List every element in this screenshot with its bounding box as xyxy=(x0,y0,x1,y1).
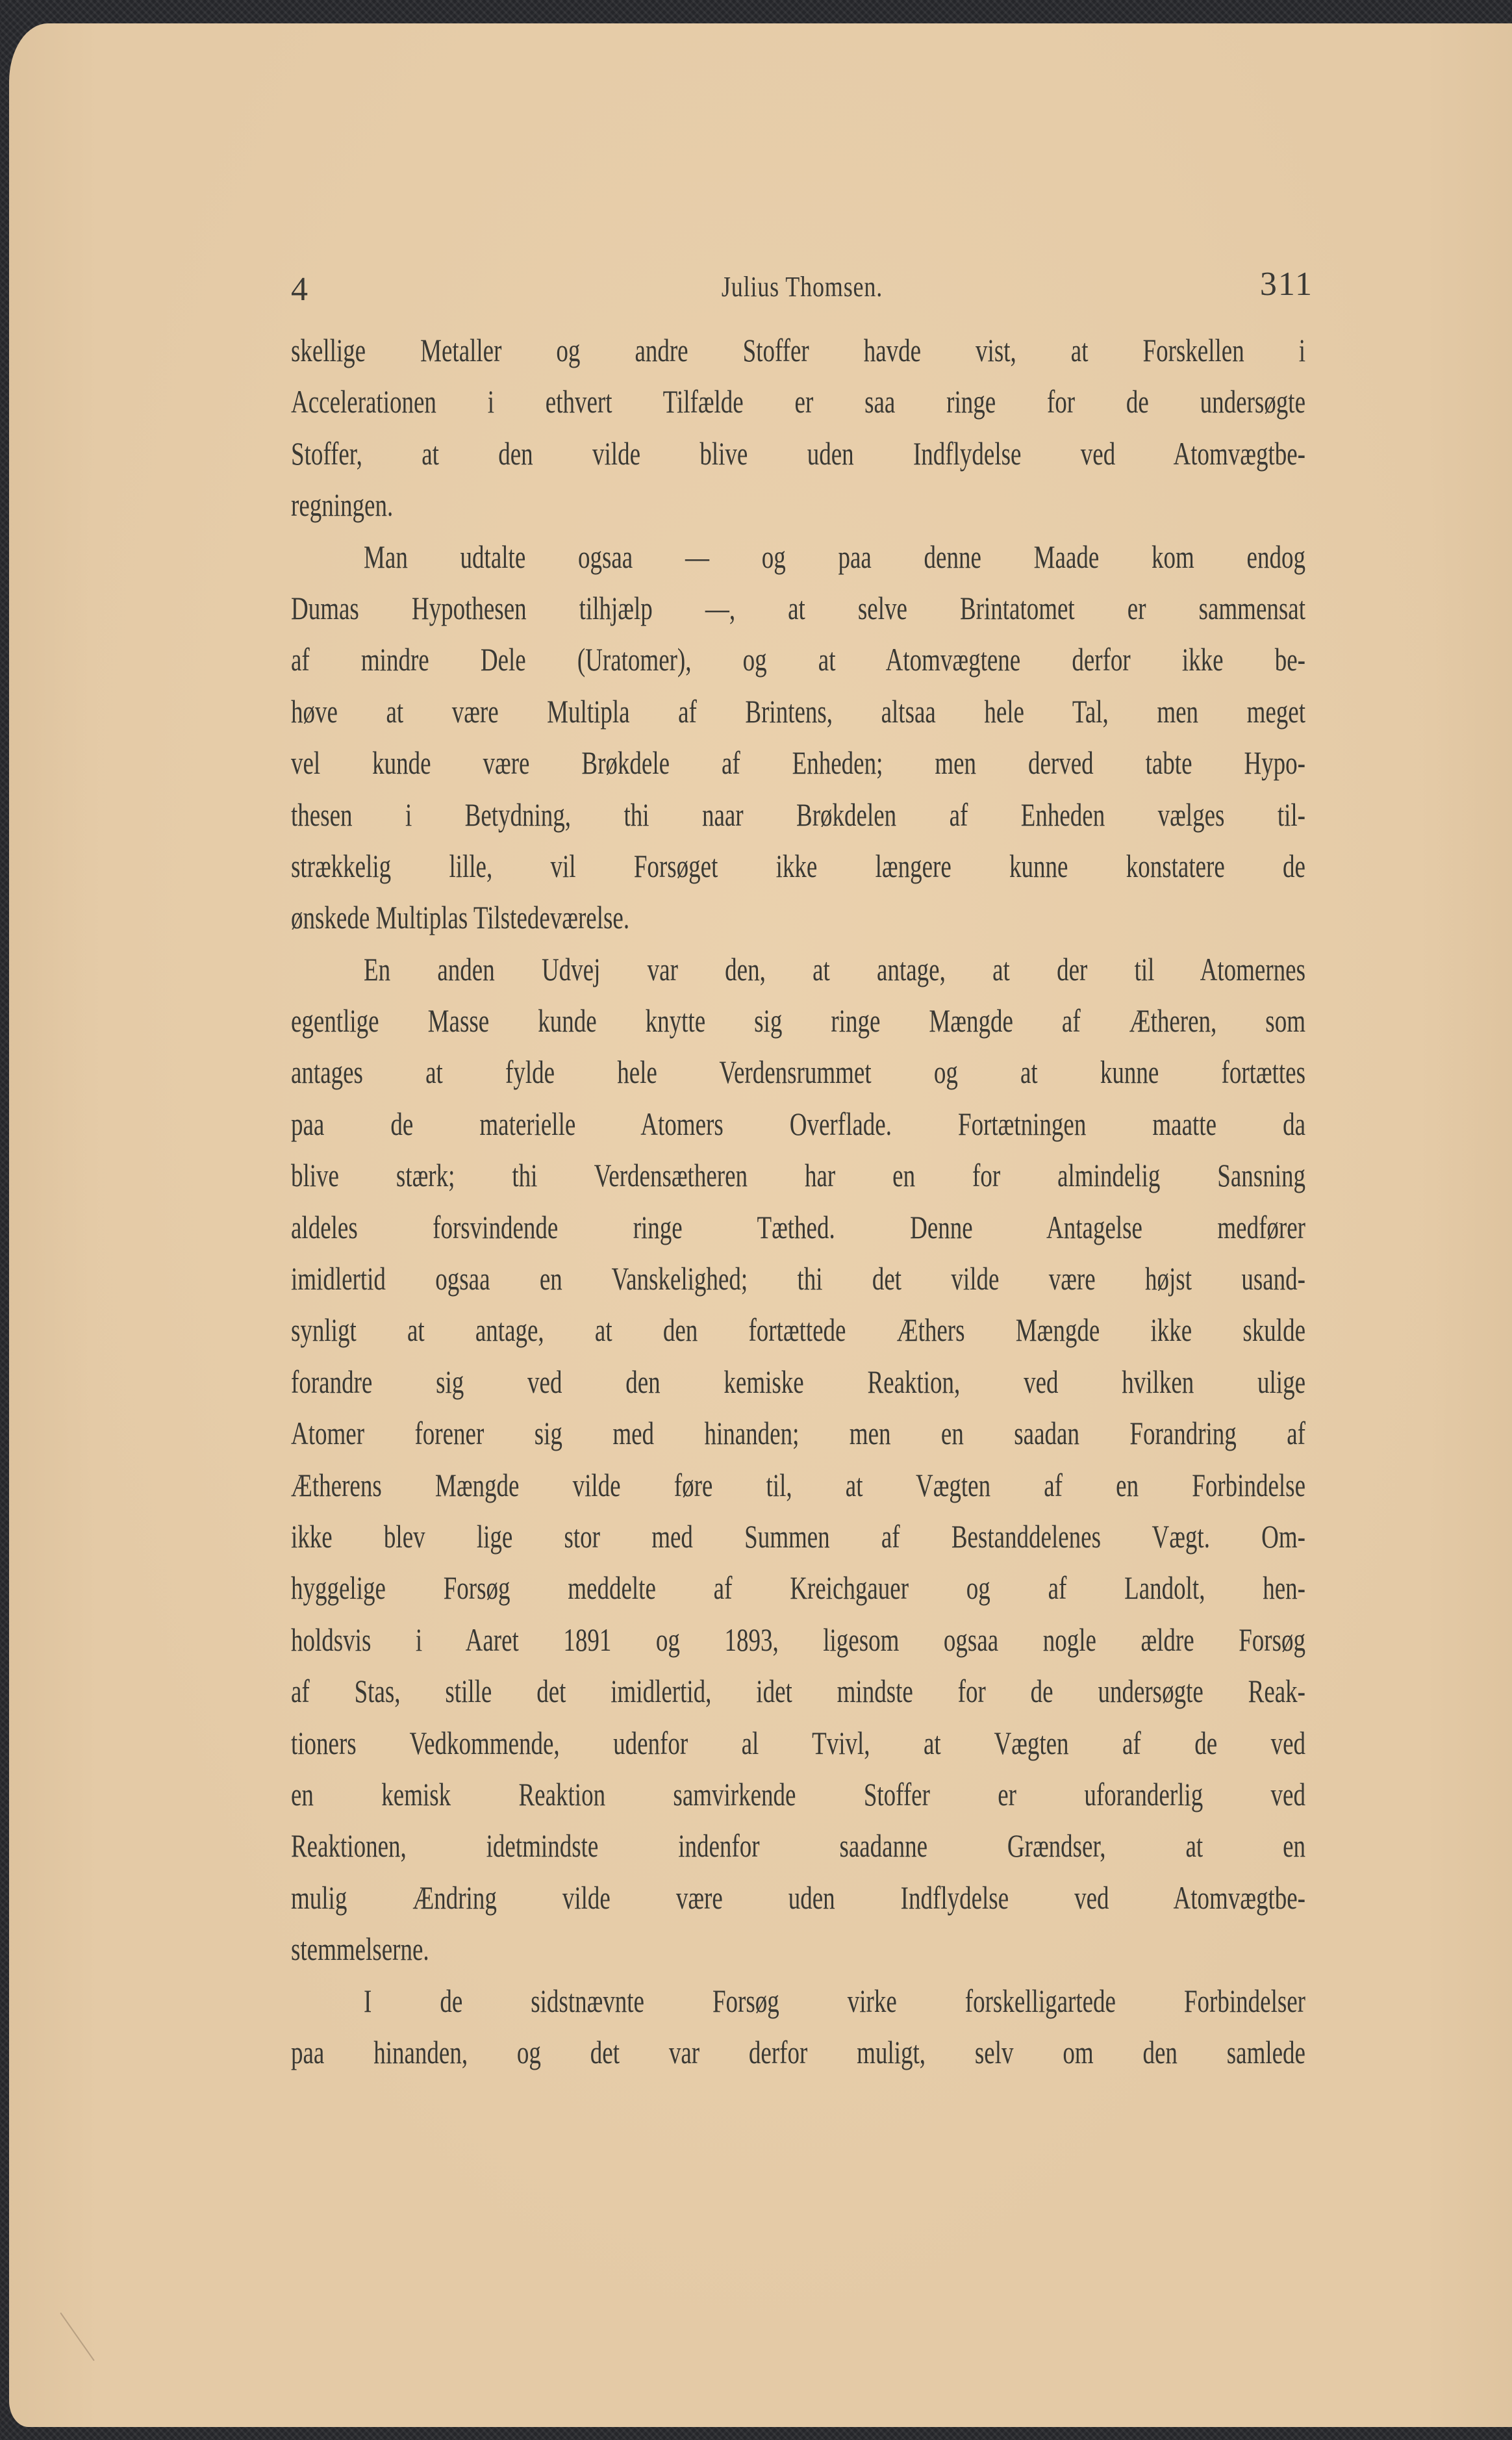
text-line: tioners Vedkommende, udenfor al Tvivl, at Vægten af de ved xyxy=(291,1724,1305,1761)
page-number-right: 311 xyxy=(1259,266,1313,303)
text-line: egentlige Masse kunde knytte sig ringe Mængde af Ætheren, som xyxy=(291,1002,1305,1039)
text-line: Ætherens Mængde vilde føre til, at Vægten af en Forbindelse xyxy=(291,1466,1305,1503)
running-head-author: Julius Thomsen. xyxy=(721,271,883,303)
text-line: forandre sig ved den kemiske Reaktion, ved hvilken ulige xyxy=(291,1363,1305,1400)
text-line: strækkelig lille, vil Forsøget ikke længere kunne konstatere de xyxy=(291,847,1305,884)
text-line: af mindre Dele (Uratomer), og at Atomvægtene derfor ikke be- xyxy=(291,641,1305,678)
body-text xyxy=(291,325,1305,2078)
page-number-left: 4 xyxy=(291,271,308,308)
text-line: Atomer forener sig med hinanden; men en saadan Forandring af xyxy=(291,1415,1305,1452)
text-line: regningen. xyxy=(291,487,394,524)
text-line: thesen i Betydning, thi naar Brøkdelen af Enheden vælges til- xyxy=(291,796,1305,833)
text-line: imidlertid ogsaa en Vanskelighed; thi det vilde være højst usand- xyxy=(291,1260,1305,1297)
paragraph xyxy=(291,1976,1305,2079)
text-line: Reaktionen, idetmindste indenfor saadanne Grændser, at en xyxy=(291,1827,1305,1864)
text-line: paa hinanden, og det var derfor muligt, selv om den samlede xyxy=(291,2033,1305,2070)
text-line: af Stas, stille det imidlertid, idet mindste for de undersøgte Reak- xyxy=(291,1673,1305,1710)
text-line: aldeles forsvindende ringe Tæthed. Denne Antagelse medfører xyxy=(291,1208,1305,1245)
text-line: stemmelserne. xyxy=(291,1931,429,1968)
text-line: høve at være Multipla af Brintens, altsaa hele Tal, men meget xyxy=(291,693,1305,730)
text-line: synligt at antage, at den fortættede Æthers Mængde ikke skulde xyxy=(291,1312,1305,1349)
text-line: vel kunde være Brøkdele af Enheden; men derved tabte Hypo- xyxy=(291,744,1305,782)
text-line: En anden Udvej var den, at antage, at der til Atomernes xyxy=(363,950,1305,987)
text-line: I de sidstnævnte Forsøg virke forskelligartede Forbindelser xyxy=(363,1982,1305,2019)
text-line: en kemisk Reaktion samvirkende Stoffer er uforanderlig ved xyxy=(291,1775,1305,1812)
text-line: Dumas Hypothesen tilhjælp —, at selve Brintatomet er sammensat xyxy=(291,589,1305,626)
text-line: antages at fylde hele Verdensrummet og at kunne fortættes xyxy=(291,1054,1305,1091)
text-line: hyggelige Forsøg meddelte af Kreichgauer og af Landolt, hen- xyxy=(291,1569,1305,1607)
text-line: Man udtalte ogsaa — og paa denne Maade kom endog xyxy=(363,538,1305,575)
text-line: blive stærk; thi Verdensætheren har en for almindelig Sansning xyxy=(291,1157,1305,1194)
text-line: ikke blev lige stor med Summen af Bestanddelenes Vægt. Om- xyxy=(291,1518,1305,1555)
corner-fold-crease xyxy=(60,2313,94,2361)
running-head xyxy=(291,265,1313,311)
paragraph xyxy=(291,325,1305,531)
text-line: mulig Ændring vilde være uden Indflydelse ved Atomvægtbe- xyxy=(291,1879,1305,1916)
text-line: paa de materielle Atomers Overflade. Fortætningen maatte da xyxy=(291,1105,1305,1142)
paragraph xyxy=(291,531,1305,944)
paragraph xyxy=(291,944,1305,1976)
text-line: Accelerationen i ethvert Tilfælde er saa ringe for de undersøgte xyxy=(291,383,1305,420)
text-line: holdsvis i Aaret 1891 og 1893, ligesom ogsaa nogle ældre Forsøg xyxy=(291,1621,1305,1658)
text-line: ønskede Multiplas Tilstedeværelse. xyxy=(291,899,630,936)
text-line: skellige Metaller og andre Stoffer havde vist, at Forskellen i xyxy=(291,332,1305,368)
text-line: Stoffer, at den vilde blive uden Indflydelse ved Atomvægtbe- xyxy=(291,435,1305,472)
